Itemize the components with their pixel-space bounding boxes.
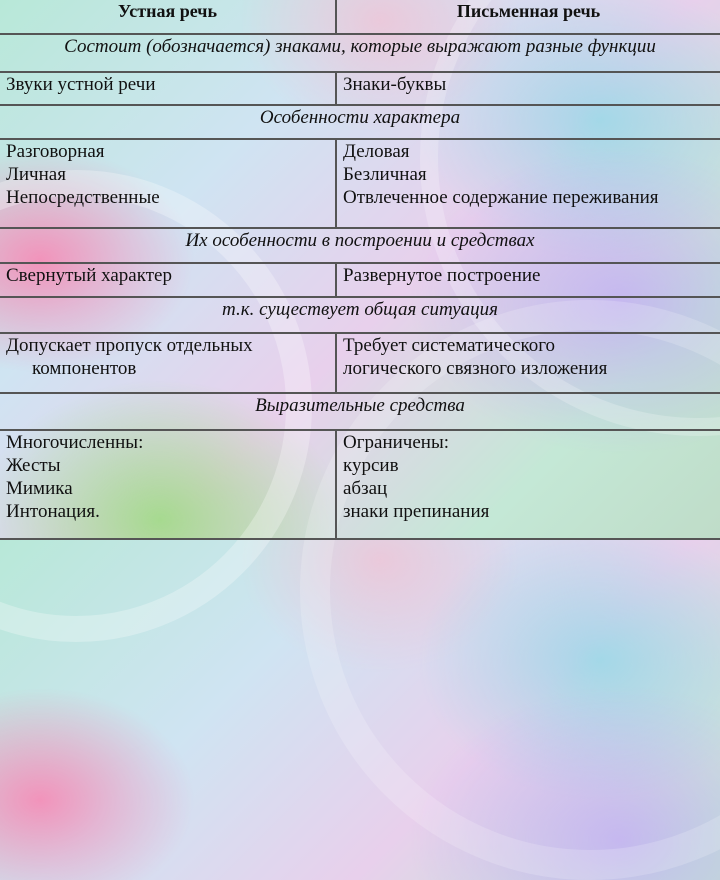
cell-line: Непосредственные — [6, 186, 160, 208]
cell-line: логического связного изложения — [343, 357, 608, 379]
cell-line: Отвлеченное содержание переживания — [343, 186, 659, 208]
cell-line: Мимика — [6, 478, 73, 500]
section-caption-situation: т.к. существует общая ситуация — [0, 297, 720, 332]
section-caption-row — [0, 393, 720, 430]
cell-line: Звуки устной речи — [6, 73, 156, 95]
cell-line: Допускает пропуск отдельных — [6, 334, 253, 356]
cell-line: Свернутый характер — [6, 265, 172, 287]
section-caption-character: Особенности характера — [0, 105, 720, 139]
cell-line: Знаки-буквы — [343, 73, 447, 95]
section-caption-row — [0, 105, 720, 139]
cell-line: Личная — [6, 163, 66, 185]
written-cell-expressive — [336, 430, 720, 539]
table-row — [0, 72, 720, 105]
cell-line: Развернутое построение — [343, 265, 541, 287]
cell-line: Многочисленны: — [6, 432, 144, 454]
oral-cell-signs — [0, 72, 336, 105]
cell-line: Деловая — [343, 140, 410, 162]
written-cell-signs — [336, 72, 720, 105]
section-caption-structure: Их особенности в построении и средствах — [0, 228, 720, 263]
cell-line: Разговорная — [6, 140, 105, 162]
table-row — [0, 263, 720, 297]
table-row — [0, 139, 720, 228]
section-caption-row — [0, 228, 720, 263]
section-caption-row — [0, 34, 720, 71]
cell-line: Интонация. — [6, 501, 100, 523]
written-cell-situation — [336, 333, 720, 393]
table-row — [0, 430, 720, 539]
header-row — [0, 0, 720, 34]
table-row — [0, 333, 720, 393]
section-caption-row — [0, 297, 720, 332]
cell-line: Жесты — [6, 455, 61, 477]
section-caption-signs: Состоит (обозначается) знаками, которые выражают разные функции — [0, 34, 720, 71]
cell-line: абзац — [343, 478, 388, 500]
section-caption-expressive: Выразительные средства — [0, 393, 720, 430]
cell-line: компонентов — [32, 357, 137, 379]
oral-cell-structure — [0, 263, 336, 297]
written-cell-structure — [336, 263, 720, 297]
written-cell-character — [336, 139, 720, 228]
oral-cell-character — [0, 139, 336, 228]
header-oral-speech: Устная речь — [0, 0, 336, 34]
oral-cell-expressive — [0, 430, 336, 539]
cell-line: Требует систематического — [343, 334, 556, 356]
cell-line: Безличная — [343, 163, 427, 185]
header-written-speech: Письменная речь — [336, 0, 720, 34]
cell-line: курсив — [343, 455, 399, 477]
cell-line: Ограничены: — [343, 432, 449, 454]
oral-cell-situation — [0, 333, 336, 393]
cell-line: знаки препинания — [343, 501, 490, 523]
